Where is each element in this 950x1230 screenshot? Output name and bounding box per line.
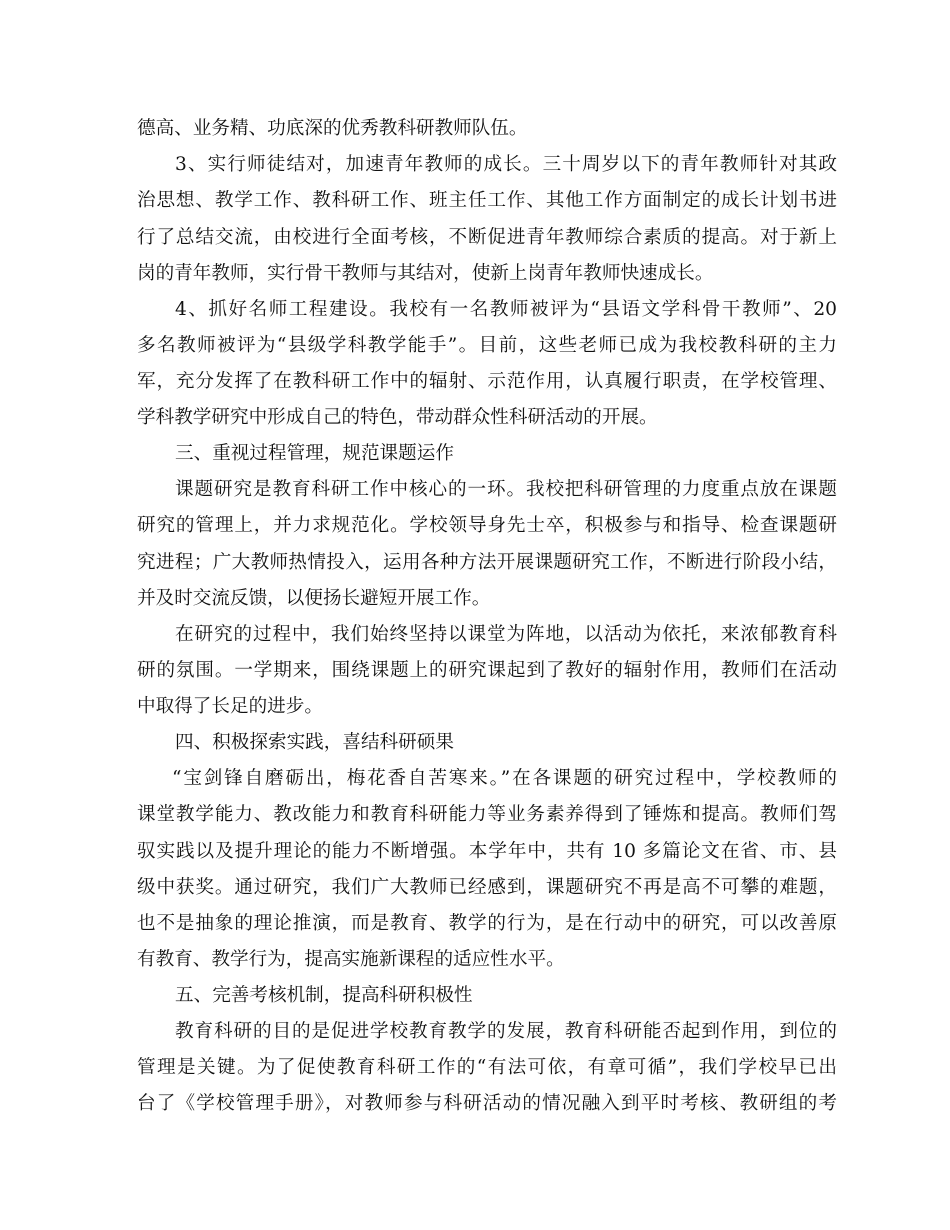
text-line: 多名教师被评为“县级学科教学能手”。目前，这些老师已成为我校教科研的主力	[137, 335, 837, 356]
paragraph-first-line: 课题研究是教育科研工作中核心的一环。我校把科研管理的力度重点放在课题	[175, 479, 837, 500]
text-line: 岗的青年教师，实行骨干教师与其结对，使新上岗青年教师快速成长。	[137, 263, 714, 284]
text-line: 军，充分发挥了在教科研工作中的辐射、示范作用，认真履行职责，在学校管理、	[137, 371, 837, 392]
text-line: 课堂教学能力、教改能力和教育科研能力等业务素养得到了锤炼和提高。教师们驾	[137, 804, 837, 825]
text-line: 学科教学研究中形成自己的特色，带动群众性科研活动的开展。	[137, 407, 658, 428]
text-line: 研究的管理上，并力求规范化。学校领导身先士卒，积极参与和指导、检查课题研	[137, 515, 837, 536]
text-line: 研的氛围。一学期来，围绕课题上的研究课起到了教好的辐射作用，教师们在活动	[137, 660, 837, 681]
paragraph-first-line: 4、抓好名师工程建设。我校有一名教师被评为“县语文学科骨干教师”、20	[175, 299, 837, 320]
text-line: 治思想、教学工作、教科研工作、班主任工作、其他工作方面制定的成长计划书进	[137, 190, 837, 211]
text-line: 德高、业务精、功底深的优秀教科研教师队伍。	[137, 118, 528, 139]
paragraph-first-line: 3、实行师徒结对，加速青年教师的成长。三十周岁以下的青年教师针对其政	[175, 154, 837, 175]
section-heading: 三、重视过程管理，规范课题运作	[175, 443, 454, 464]
text-line: 并及时交流反馈，以便扬长避短开展工作。	[137, 588, 491, 609]
text-line: 也不是抽象的理论推演，而是教育、教学的行为，是在行动中的研究，可以改善原	[137, 913, 837, 934]
section-heading: 五、完善考核机制，提高科研积极性	[175, 985, 473, 1006]
text-line: 级中获奖。通过研究，我们广大教师已经感到，课题研究不再是高不可攀的难题，	[137, 877, 837, 898]
text-line: 中取得了长足的进步。	[137, 696, 323, 717]
text-line: 台了《学校管理手册》，对教师参与科研活动的情况融入到平时考核、教研组的考	[137, 1093, 837, 1114]
text-line: 管理是关键。为了促使教育科研工作的“有法可依，有章可循”，我们学校早已出	[137, 1057, 837, 1078]
paragraph-first-line: “宝剑锋自磨砺出，梅花香自苦寒来。”在各课题的研究过程中，学校教师的	[172, 768, 837, 789]
section-heading: 四、积极探索实践，喜结科研硕果	[175, 732, 454, 753]
paragraph-first-line: 在研究的过程中，我们始终坚持以课堂为阵地，以活动为依托，来浓郁教育科	[175, 624, 837, 645]
text-line: 究进程；广大教师热情投入，运用各种方法开展课题研究工作，不断进行阶段小结，	[137, 552, 837, 573]
paragraph-first-line: 教育科研的目的是促进学校教育教学的发展，教育科研能否起到作用，到位的	[175, 1021, 837, 1042]
text-line: 有教育、教学行为，提高实施新课程的适应性水平。	[137, 949, 565, 970]
text-line: 行了总结交流，由校进行全面考核，不断促进青年教师综合素质的提高。对于新上	[137, 227, 837, 248]
text-line: 驭实践以及提升理论的能力不断增强。本学年中，共有 10 多篇论文在省、市、县	[137, 841, 837, 862]
